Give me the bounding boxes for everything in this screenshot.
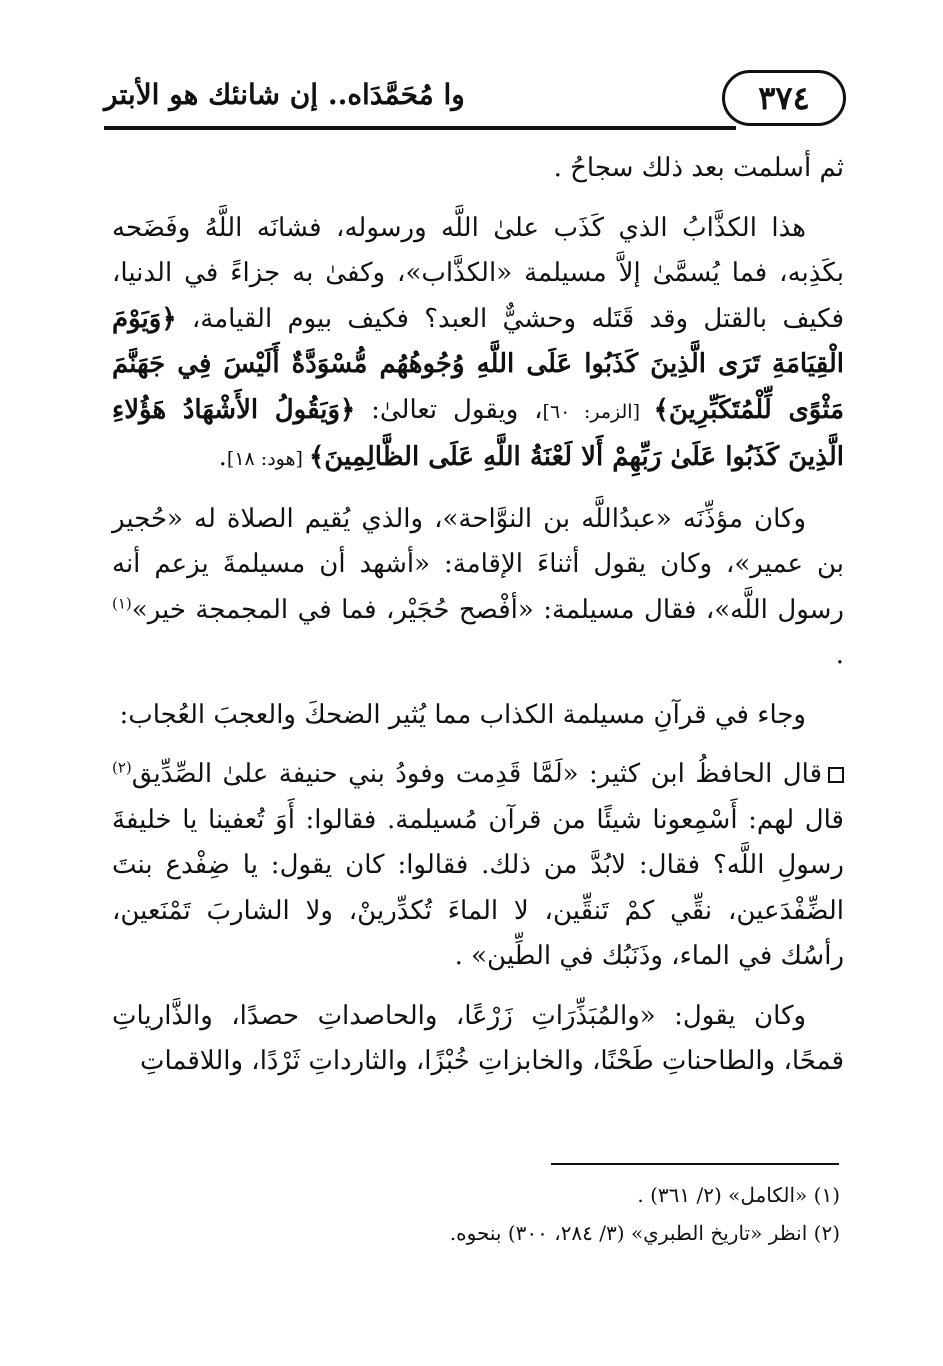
footnote-1: (١) «الكامل» (٢/ ٣٦١) . [637, 1183, 840, 1207]
footnote-ref-1: (١) [112, 593, 132, 612]
paragraph-5-text-b: قال لهم: أَسْمِعونا شيئًا من قرآن مُسيلمة. فقالوا: أَوَ تُعفينا يا خليفةَ رسولِ اللَّه؟ فقال: لابُدَّ من ذلك. فقالوا: كان يقول: يا ضِفْدع بنتَ الضِّفْدَعين، نقِّي كمْ تَنقِّين، لا الماءَ تُكدِّرينْ، ولا الشاربَ تَمْنَعين، رأسُك في الماء، وذَنَبُك في الطِّين» . [112, 804, 844, 971]
verse-citation-2: [هود: ١٨] [226, 448, 309, 470]
paragraph-5-text-a: قال الحافظُ ابن كثير: «لَمَّا قَدِمت وفودُ بني حنيفة علىٰ الصِّدِّيق [131, 759, 822, 789]
header-rule [104, 126, 736, 130]
paragraph-5 [112, 752, 844, 980]
paragraph-2 [112, 206, 844, 483]
paragraph-3-text: وكان مؤذِّنَه «عبدُاللَّه بن النوَّاحة»، والذي يُقيم الصلاة له «حُجير بن عمير»، وكان يقول أثناءَ الإقامة: «أشهد أن مسيلمةَ يزعم أنه رسول اللَّه»، فقال مسيلمة: «أفْصح حُجَيْر، فما في المجمجة خير» [112, 503, 844, 625]
paragraph-2-end: . [218, 442, 227, 472]
paragraph-6: وكان يقول: «والمُبَذِّرَاتِ زَرْعًا، والحاصداتِ حصدًا، والذَّارياتِ قمحًا، والطاحناتِ طَحْنًا، والخابزاتِ خُبْزًا، والثارداتِ ثَرْدًا، واللاقماتِ [112, 1000, 844, 1076]
footnote-2: (٢) انظر «تاريخ الطبري» (٣/ ٢٨٤، ٣٠٠) بنحوه. [449, 1221, 840, 1245]
footnotes [112, 1176, 840, 1252]
paragraph-2-text-a: هذا الكذَّابُ الذي كَذَب علىٰ اللَّه ورسوله، فشانَه اللَّهُ وفَضَحه بكَذِبه، فما يُسمَّىٰ إلاَّ مسيلمة «الكذَّاب»، وكفىٰ به جزاءً في الدنيا، فكيف بالقتل وقد قَتَله وحشيٌّ العبد؟ فكيف بيوم القيامة، [112, 212, 844, 334]
paragraph-2-text-b: ، ويقول تعالىٰ: [355, 394, 543, 425]
square-marker-icon [828, 767, 844, 783]
paragraph-3-end: . [835, 640, 844, 670]
quran-verse-2: ﴿وَيَقُولُ الأَشْهَادُ هَؤُلاءِ الَّذِينَ كَذَبُوا عَلَىٰ رَبِّهِمْ أَلا لَعْنَةُ اللَّهِ عَلَى الظَّالِمِينَ﴾ [112, 394, 844, 472]
footnote-rule [551, 1163, 839, 1165]
paragraph-3 [112, 497, 844, 679]
quran-verse-1: ﴿وَيَوْمَ الْقِيَامَةِ تَرَى الَّذِينَ كَذَبُوا عَلَى اللَّهِ وُجُوهُهُم مُّسْوَدَّةٌ أَلَيْسَ فِي جَهَنَّمَ مَثْوًى لِّلْمُتَكَبِّرِينَ﴾ [112, 303, 845, 425]
paragraph-4: وجاء في قرآنِ مسيلمة الكذاب مما يُثير الضحكَ والعجبَ العُجاب: [119, 699, 806, 730]
body-text [112, 146, 844, 1099]
verse-citation-1: [الزمر: ٦٠] [542, 400, 654, 423]
page-number-badge [722, 70, 846, 126]
page-header [104, 70, 846, 132]
paragraph-1: ثم أسلمت بعد ذلك سجاحُ . [553, 153, 844, 183]
footnote-ref-2: (٢) [112, 758, 132, 777]
page-number: ٣٧٤ [758, 79, 810, 117]
running-title: وا مُحَمَّدَاه.. إن شانئك هو الأبتر [104, 78, 465, 111]
